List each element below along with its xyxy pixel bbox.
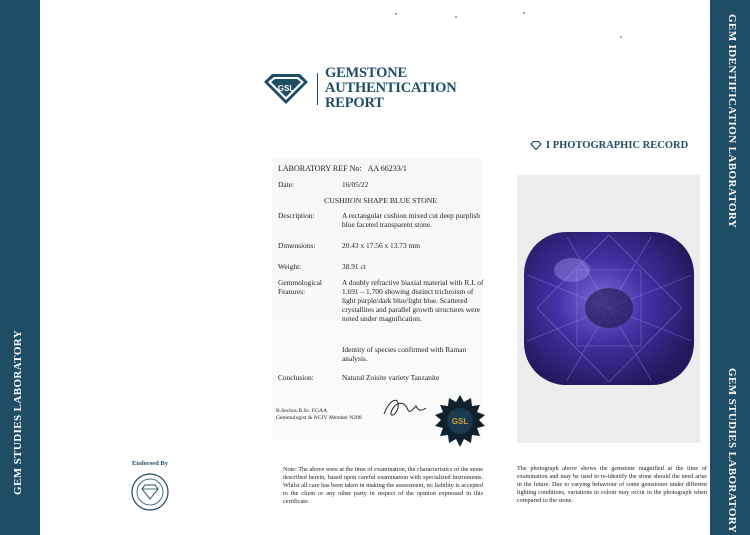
logo-text: GSL: [277, 83, 295, 93]
description-label: Description:: [278, 211, 315, 220]
report-title: [325, 66, 525, 111]
weight-row: [278, 262, 487, 271]
left-band-label: GEM STUDIES LABORATORY: [12, 329, 24, 495]
date-value: 16/05/22: [342, 180, 369, 189]
date-label: Date:: [278, 180, 295, 189]
gemmological-value: A doubly refractive biaxial material with R.I. of 1.691 – 1.700 showing distinct trichroism of light purple/dark blue/light blue. Scattered crystallites and parallel growth structures were noted under magnification.: [342, 278, 484, 323]
conclusion-label: Conclusion:: [278, 373, 314, 382]
gsl-logo-icon: [262, 72, 310, 106]
signer-name: B.Sechos B.Sc. FGAA: [276, 408, 328, 414]
identity-note: Identity of species confirmed with Raman analysis.: [342, 345, 467, 363]
dimensions-value: 20.43 x 17.56 x 13.73 mm: [342, 241, 421, 250]
header-divider: [317, 73, 318, 105]
description-value: A rectangular cushion mixed cut deep purplish blue faceted transparent stone.: [342, 211, 480, 229]
gemmological-label: Gemmological Features:: [278, 278, 322, 296]
dimensions-label: Dimensions:: [278, 241, 316, 250]
conclusion-value: Natural Zoisite variety Tanzanite: [342, 373, 440, 382]
report-header: [262, 66, 525, 111]
lab-ref-value: AA 66233/1: [367, 164, 407, 173]
diamond-icon: [530, 141, 542, 150]
endorsement-seal-icon: [130, 472, 170, 512]
dimensions-row: [278, 241, 487, 250]
scan-speck: [395, 13, 397, 15]
left-band: [0, 0, 40, 535]
signer-block: [276, 408, 362, 422]
seal-text: GSL: [451, 417, 469, 426]
right-band: [710, 0, 750, 535]
official-seal-icon: [432, 394, 488, 450]
lab-ref-label: LABORATORY REF No:: [278, 164, 362, 173]
photo-heading-label: I PHOTOGRAPHIC RECORD: [546, 140, 689, 151]
examination-note: Note: The above were at the time of examination, the characteristics of the stone described herein, based upon careful examination with specialized instruments. Whilst all care has been taken in making the assessment, no liability is accepted to the client or any other party in respect of the opinion expressed in this certificate.: [283, 466, 483, 505]
lab-ref: [278, 164, 407, 173]
report-details: [272, 158, 482, 440]
title-line-1: GEMSTONE AUTHENTICATION: [325, 65, 457, 96]
signer-title: Gemmologist & NCJV Member N208: [276, 415, 362, 421]
gemmological-row: [278, 278, 487, 323]
photo-heading: [530, 140, 688, 151]
tanzanite-image: [517, 175, 700, 443]
scan-speck: [523, 12, 525, 14]
gemstone-photo: [517, 175, 700, 443]
title-line-2: REPORT: [325, 95, 384, 111]
right-band-bottom-text: GEM STUDIES LABORATORY: [726, 368, 738, 534]
weight-label: Weight:: [278, 262, 302, 271]
weight-value: 38.91 ct: [342, 262, 366, 271]
stone-subtitle: CUSHIION SHAPE BLUE STONE: [324, 196, 438, 205]
conclusion-row: [278, 373, 487, 382]
date-row: [278, 180, 487, 189]
scan-speck: [455, 16, 457, 18]
endorsed-label: Endorsed By: [132, 460, 168, 467]
scan-speck: [620, 36, 622, 38]
signature-image: [380, 394, 428, 422]
left-band-text: [12, 330, 24, 495]
right-band-top-text: GEM IDENTIFICATION LABORATORY: [726, 14, 738, 229]
description-row: [278, 211, 487, 229]
photo-note: The photograph above shows the gemstone magnified at the time of examination and may be used to re-identify the stone should the need arise in the future. Due to varying behaviour of some gemstones under different lighting conditions, variations in colour may occur in the photograph when compared to the stone.: [517, 465, 707, 504]
